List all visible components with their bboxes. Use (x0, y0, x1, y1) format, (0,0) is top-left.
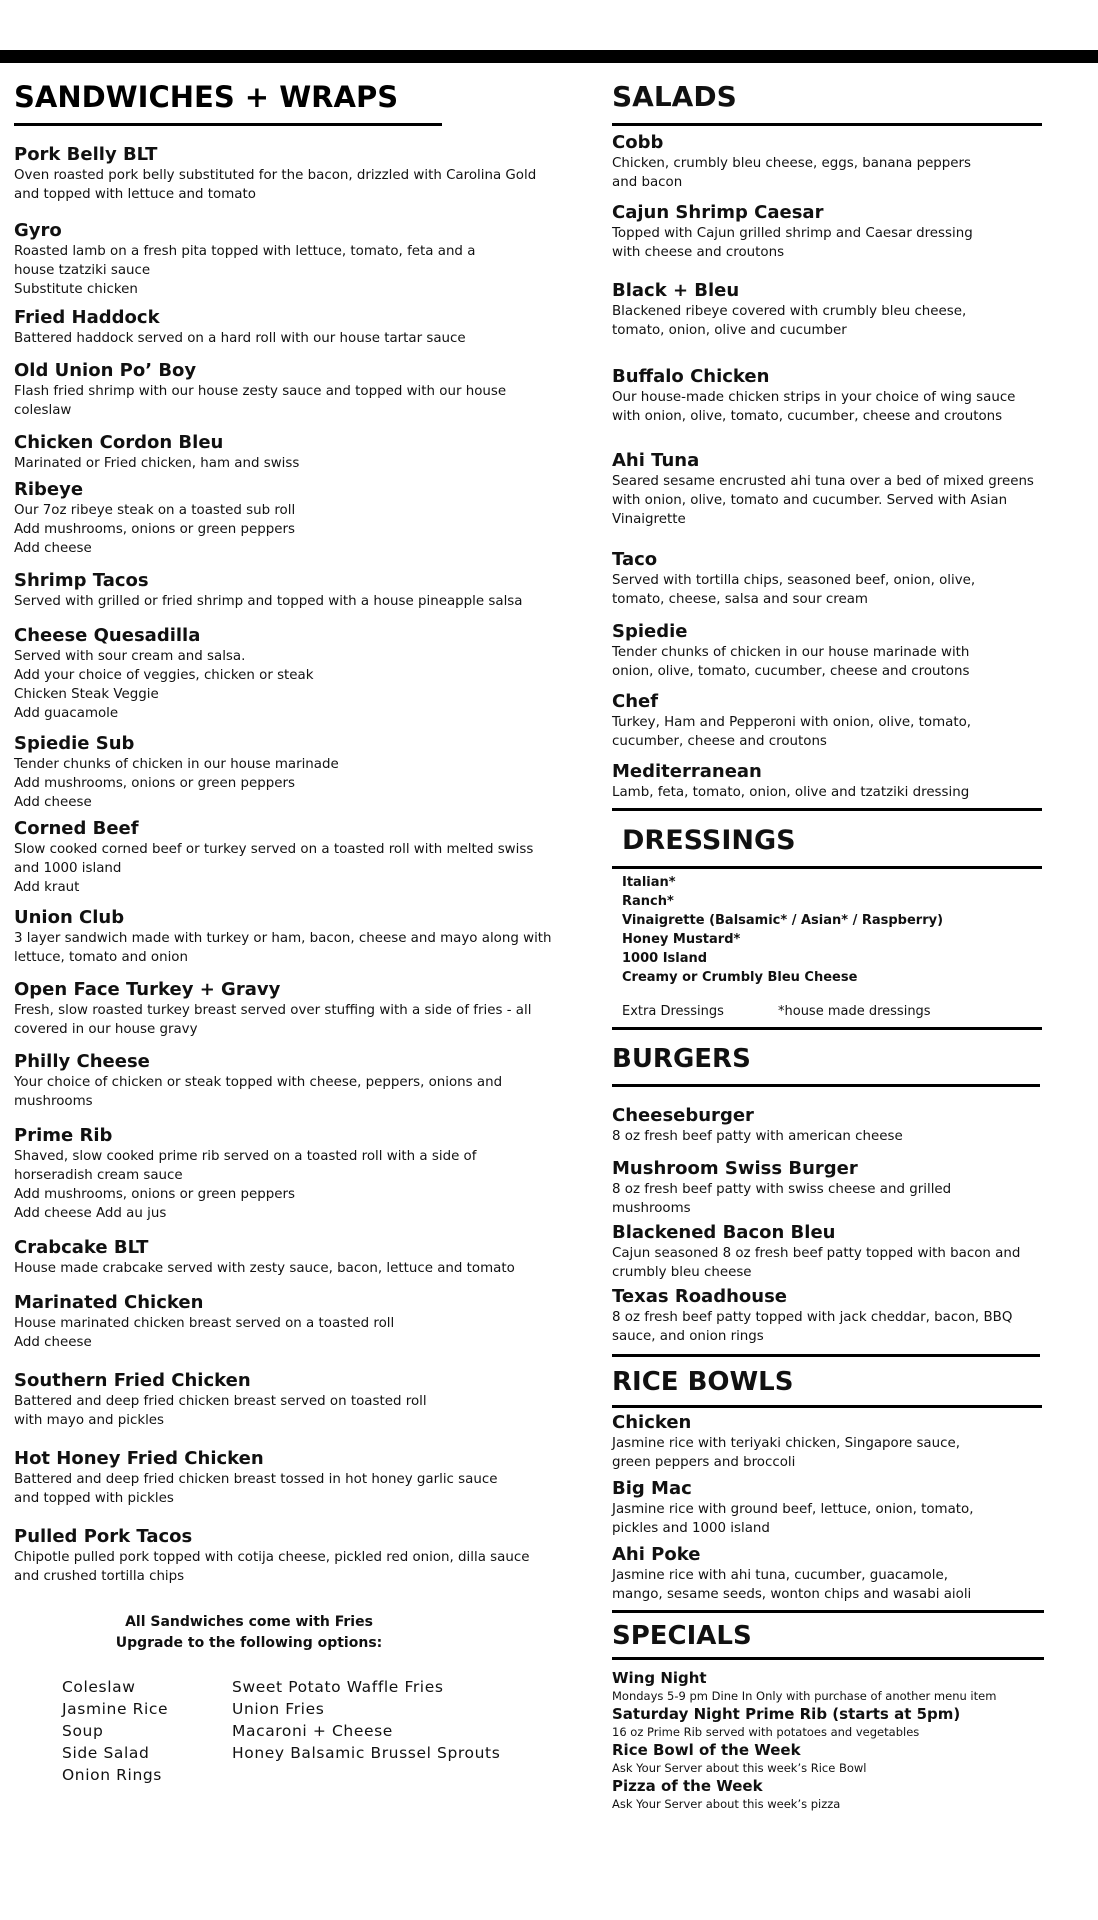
item-name: Spiedie Sub (14, 733, 135, 754)
side-options-col2: Sweet Potato Waffle Fries Union Fries Macaroni + Cheese Honey Balsamic Brussel Sprouts (232, 1678, 501, 1762)
item-desc: Oven roasted pork belly substituted for the bacon, drizzled with Carolina Gold and topped with lettuce and tomato (14, 168, 537, 202)
side-options (14, 1676, 589, 1791)
dressings-bottom-divider (612, 1027, 1042, 1030)
menu-item (14, 979, 589, 1039)
rice-bowls-title: RICE BOWLS (612, 1367, 794, 1397)
item-name: Chicken Cordon Bleu (14, 432, 224, 453)
special-name: Rice Bowl of the Week (612, 1741, 801, 1759)
salads-divider (612, 123, 1042, 126)
item-name: Big Mac (612, 1478, 692, 1499)
fries-note-line1: All Sandwiches come with Fries (125, 1614, 373, 1630)
item-desc: Battered haddock served on a hard roll with our house tartar sauce (14, 331, 466, 346)
top-black-bar (0, 50, 1098, 63)
dressings-title: DRESSINGS (622, 825, 796, 856)
item-desc: Blackened ribeye covered with crumbly bleu cheese, tomato, onion, olive and cucumber (612, 304, 967, 338)
item-name: Cajun Shrimp Caesar (612, 202, 824, 223)
menu-item (612, 1105, 1078, 1146)
item-name: Chef (612, 691, 659, 712)
item-name: Prime Rib (14, 1125, 113, 1146)
item-desc: Battered and deep fried chicken breast served on toasted roll with mayo and pickles (14, 1394, 427, 1428)
item-desc: Turkey, Ham and Pepperoni with onion, olive, tomato, cucumber, cheese and croutons (612, 715, 972, 749)
burgers-divider (612, 1084, 1040, 1087)
item-desc: Our 7oz ribeye steak on a toasted sub roll Add mushrooms, onions or green peppers Add cheese (14, 503, 296, 556)
item-desc: Tender chunks of chicken in our house marinade with onion, olive, tomato, cucumber, cheese and croutons (612, 645, 970, 679)
salads-title: SALADS (612, 80, 737, 113)
item-desc: Tender chunks of chicken in our house marinade Add mushrooms, onions or green peppers Add cheese (14, 757, 339, 810)
menu-item (14, 1237, 589, 1278)
dressings-block (612, 873, 1078, 1021)
burgers-title: BURGERS (612, 1044, 751, 1074)
item-name: Southern Fried Chicken (14, 1370, 251, 1391)
item-name: Taco (612, 549, 658, 570)
menu-item (612, 1544, 1078, 1604)
item-name: Gyro (14, 220, 62, 241)
menu-item (612, 621, 1078, 681)
item-name: Old Union Po’ Boy (14, 360, 197, 381)
menu-item (14, 1448, 589, 1508)
item-desc: Your choice of chicken or steak topped with cheese, peppers, onions and mushrooms (14, 1075, 503, 1109)
dressings-list: Italian* Ranch* Vinaigrette (Balsamic* / Asian* / Raspberry) Honey Mustard* 1000 Island Creamy or Crumbly Bleu Cheese (622, 875, 944, 985)
menu-item (612, 1478, 1078, 1538)
menu-item (14, 625, 589, 723)
menu-item (14, 307, 589, 348)
item-name: Ahi Poke (612, 1544, 701, 1565)
fries-note-line2: Upgrade to the following options: (115, 1635, 383, 1651)
item-name: Mushroom Swiss Burger (612, 1158, 858, 1179)
item-name: Corned Beef (14, 818, 139, 839)
menu-item (14, 1125, 589, 1223)
item-name: Ribeye (14, 479, 84, 500)
item-name: Fried Haddock (14, 307, 160, 328)
item-desc: Our house-made chicken strips in your choice of wing sauce with onion, olive, tomato, cucumber, cheese and croutons (612, 390, 1016, 424)
menu-item (14, 432, 589, 473)
item-name: Mediterranean (612, 761, 762, 782)
menu-item (612, 1412, 1078, 1472)
item-name: Philly Cheese (14, 1051, 150, 1072)
item-desc: Lamb, feta, tomato, onion, olive and tzatziki dressing (612, 785, 970, 800)
special-desc: Ask Your Server about this week’s Rice Bowl (612, 1761, 867, 1775)
menu-item (14, 144, 589, 204)
special-item (612, 1704, 1078, 1740)
item-desc: 8 oz fresh beef patty with american cheese (612, 1129, 903, 1144)
special-item (612, 1740, 1078, 1776)
item-desc: Roasted lamb on a fresh pita topped with lettuce, tomato, feta and a house tzatziki sauce Substitute chicken (14, 244, 476, 297)
right-column (612, 80, 1078, 1812)
menu-item (612, 450, 1078, 529)
item-name: Ahi Tuna (612, 450, 700, 471)
item-name: Pulled Pork Tacos (14, 1526, 193, 1547)
item-desc: Cajun seasoned 8 oz fresh beef patty topped with bacon and crumbly bleu cheese (612, 1246, 1021, 1280)
extra-dressings-label: Extra Dressings (622, 1004, 724, 1019)
menu-item (14, 1526, 589, 1586)
menu-item (612, 1158, 1078, 1218)
item-name: Open Face Turkey + Gravy (14, 979, 281, 1000)
item-desc: House marinated chicken breast served on a toasted roll Add cheese (14, 1316, 395, 1350)
special-name: Saturday Night Prime Rib (starts at 5pm) (612, 1705, 961, 1723)
item-name: Chicken (612, 1412, 692, 1433)
special-name: Wing Night (612, 1669, 707, 1687)
special-desc: 16 oz Prime Rib served with potatoes and vegetables (612, 1725, 920, 1739)
special-desc: Mondays 5-9 pm Dine In Only with purchase of another menu item (612, 1689, 997, 1703)
item-desc: House made crabcake served with zesty sauce, bacon, lettuce and tomato (14, 1261, 515, 1276)
sandwiches-divider (14, 123, 442, 126)
menu-item (612, 761, 1078, 802)
item-desc: Jasmine rice with teriyaki chicken, Singapore sauce, green peppers and broccoli (612, 1436, 960, 1470)
item-name: Buffalo Chicken (612, 366, 770, 387)
item-desc: Flash fried shrimp with our house zesty sauce and topped with our house coleslaw (14, 384, 507, 418)
menu-item (14, 570, 589, 611)
item-name: Marinated Chicken (14, 1292, 204, 1313)
item-desc: Jasmine rice with ground beef, lettuce, onion, tomato, pickles and 1000 island (612, 1502, 974, 1536)
item-name: Crabcake BLT (14, 1237, 149, 1258)
item-desc: Served with tortilla chips, seasoned beef, onion, olive, tomato, cheese, salsa and sour cream (612, 573, 976, 607)
menu-item (612, 366, 1078, 426)
special-item (612, 1776, 1078, 1812)
item-desc: Marinated or Fried chicken, ham and swiss (14, 456, 300, 471)
item-name: Shrimp Tacos (14, 570, 149, 591)
burgers-bottom-divider (612, 1354, 1040, 1357)
house-made-note: *house made dressings (778, 1004, 931, 1019)
menu-item (14, 733, 589, 812)
menu-item (612, 1222, 1078, 1282)
item-name: Cobb (612, 132, 664, 153)
menu-item (612, 132, 1078, 192)
specials-divider (612, 1657, 1044, 1660)
item-name: Black + Bleu (612, 280, 740, 301)
sandwiches-title: SANDWICHES + WRAPS (14, 80, 399, 114)
item-desc: Topped with Cajun grilled shrimp and Caesar dressing with cheese and croutons (612, 226, 973, 260)
menu-item (14, 818, 589, 897)
item-desc: Chipotle pulled pork topped with cotija cheese, pickled red onion, dilla sauce and crushed tortilla chips (14, 1550, 530, 1584)
specials-title: SPECIALS (612, 1621, 752, 1651)
menu-item (14, 1292, 589, 1352)
item-name: Spiedie (612, 621, 688, 642)
item-name: Cheeseburger (612, 1105, 754, 1126)
item-desc: Jasmine rice with ahi tuna, cucumber, guacamole, mango, sesame seeds, wonton chips and wasabi aioli (612, 1568, 972, 1602)
menu-item (612, 691, 1078, 751)
rice-bowls-divider (612, 1405, 1042, 1408)
item-name: Pork Belly BLT (14, 144, 158, 165)
item-desc: Slow cooked corned beef or turkey served on a toasted roll with melted swiss and 1000 island Add kraut (14, 842, 534, 895)
menu-item (612, 280, 1078, 340)
item-name: Blackened Bacon Bleu (612, 1222, 836, 1243)
menu-item (14, 1370, 589, 1430)
menu-item (14, 360, 589, 420)
item-name: Hot Honey Fried Chicken (14, 1448, 264, 1469)
item-desc: Seared sesame encrusted ahi tuna over a bed of mixed greens with onion, olive, tomato and cucumber. Served with Asian Vinaigrette (612, 474, 1034, 527)
fries-note (14, 1612, 484, 1654)
menu-item (14, 220, 589, 299)
item-desc: Battered and deep fried chicken breast tossed in hot honey garlic sauce and topped with pickles (14, 1472, 498, 1506)
menu-item (612, 549, 1078, 609)
special-name: Pizza of the Week (612, 1777, 763, 1795)
menu-item (612, 202, 1078, 262)
item-desc: Chicken, crumbly bleu cheese, eggs, banana peppers and bacon (612, 156, 972, 190)
special-desc: Ask Your Server about this week’s pizza (612, 1797, 841, 1811)
menu-item (612, 1286, 1078, 1346)
item-desc: Shaved, slow cooked prime rib served on a toasted roll with a side of horseradish cream sauce Add mushrooms, onions or green peppers Add cheese Add au jus (14, 1149, 477, 1221)
item-desc: 8 oz fresh beef patty topped with jack cheddar, bacon, BBQ sauce, and onion rings (612, 1310, 1013, 1344)
item-desc: 3 layer sandwich made with turkey or ham, bacon, cheese and mayo along with lettuce, tomato and onion (14, 931, 552, 965)
item-desc: 8 oz fresh beef patty with swiss cheese and grilled mushrooms (612, 1182, 952, 1216)
dressings-divider (612, 866, 1042, 869)
item-name: Union Club (14, 907, 125, 928)
sandwiches-section (14, 80, 589, 1791)
menu-item (14, 907, 589, 967)
item-desc: Served with sour cream and salsa. Add your choice of veggies, chicken or steak Chicken Steak Veggie Add guacamole (14, 649, 314, 721)
item-desc: Fresh, slow roasted turkey breast served over stuffing with a side of fries - all covered in our house gravy (14, 1003, 532, 1037)
menu-item (14, 1051, 589, 1111)
dressings-footer (622, 1002, 1078, 1021)
salads-bottom-divider (612, 808, 1042, 811)
rice-bowls-bottom-divider (612, 1610, 1044, 1613)
side-options-col1: Coleslaw Jasmine Rice Soup Side Salad Onion Rings (62, 1678, 169, 1784)
special-item (612, 1668, 1078, 1704)
item-desc: Served with grilled or fried shrimp and topped with a house pineapple salsa (14, 594, 523, 609)
item-name: Texas Roadhouse (612, 1286, 788, 1307)
item-name: Cheese Quesadilla (14, 625, 201, 646)
menu-item (14, 479, 589, 558)
